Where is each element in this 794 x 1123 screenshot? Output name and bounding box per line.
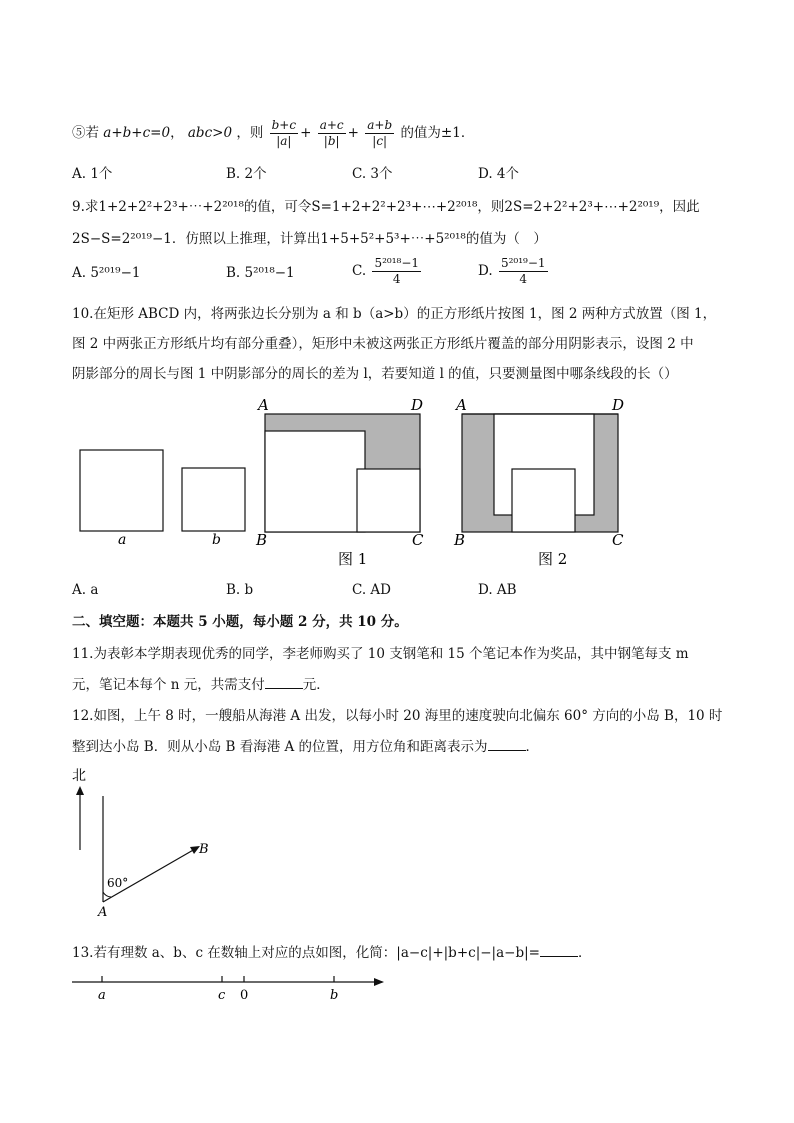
fig2-label-D: D xyxy=(612,396,625,414)
q9-option-d-numerator: 5²⁰¹⁹−1 xyxy=(500,256,546,270)
q11-line-2 xyxy=(72,674,330,695)
q13-text: 13.若有理数 a、b、c 在数轴上对应的点如图，化简：|a−c|+|b+c|−|a−b|= xyxy=(72,945,540,961)
condition-product: abc>0 xyxy=(187,125,233,141)
fraction-1-denominator: |a| xyxy=(276,134,292,148)
square-a xyxy=(80,450,163,531)
q11-line-2-text: 元，笔记本每个 n 元，共需支付 xyxy=(72,677,265,693)
q10-line-3: 阴影部分的周长与图 1 中阴影部分的周长的差为 l，若要知道 l 的值，只要测量图中哪条线段的长（） xyxy=(72,366,678,382)
q11-line-1: 11.为表彰本学期表现优秀的同学，李老师购买了 10 支钢笔和 15 个笔记本作为奖品，其中钢笔每支 m xyxy=(72,646,689,662)
fig1-label-D: D xyxy=(411,396,424,414)
label-b: b xyxy=(212,532,221,548)
q12-figure xyxy=(60,762,300,922)
q9-option-c-numerator: 5²⁰¹⁸−1 xyxy=(374,256,420,270)
figure-2 xyxy=(453,396,624,568)
label-a: a xyxy=(118,532,127,548)
condition-sum: a+b+c=0 xyxy=(103,125,171,141)
q10-line-1: 10.在矩形 ABCD 内，将两张边长分别为 a 和 b（a>b）的正方形纸片按图 1，图 2 两种方式放置（图 1， xyxy=(72,306,717,322)
q12-line-2-end: ． xyxy=(525,739,540,755)
q9-option-d-label: D. xyxy=(478,263,493,279)
q13-line xyxy=(72,942,591,963)
fig2-label-C: C xyxy=(612,531,624,549)
fig2-square-b xyxy=(512,469,575,532)
north-label: 北 xyxy=(72,768,86,784)
q11-answer-blank[interactable] xyxy=(265,674,303,689)
tick-label-a: a xyxy=(98,988,106,1003)
q11-line-2-end: 元． xyxy=(302,677,330,693)
q9-line-1: 9.求1+2+2²+2³+⋯+2²⁰¹⁸的值，可令S=1+2+2²+2³+⋯+2²⁰¹⁸，则2S=2+2²+2³+⋯+2²⁰¹⁹，因此 xyxy=(72,199,700,215)
q12-line-1: 12.如图，上午 8 时，一艘船从海港 A 出发，以每小时 20 海里的速度驶向北偏东 60° 方向的小岛 B，10 时 xyxy=(72,708,723,724)
point-A-label: A xyxy=(98,905,108,920)
angle-label: 60° xyxy=(107,876,129,890)
north-arrow-head xyxy=(76,786,84,795)
q9-option-d-denominator: 4 xyxy=(519,272,528,286)
angle-arc xyxy=(103,892,111,897)
q9-option-c-label: C. xyxy=(352,263,367,279)
fig1-label-A: A xyxy=(258,396,269,414)
q13-end: ． xyxy=(577,945,592,961)
q9-line-2: 2S−S=2²⁰¹⁹−1．仿照以上推理，计算出1+5+5²+5³+⋯+5²⁰¹⁸的值为（ ） xyxy=(72,231,547,247)
q8-option-b: B. 2个 xyxy=(226,166,267,182)
fig1-square-a xyxy=(265,431,365,532)
q8-option-d: D. 4个 xyxy=(478,166,520,182)
fraction-2 xyxy=(318,118,346,149)
q8-option-a: A. 1个 xyxy=(72,166,113,182)
axis-arrow xyxy=(374,978,384,986)
fig1-label-B: B xyxy=(256,531,268,549)
fraction-1-numerator: b+c xyxy=(271,118,297,132)
point-B-label: B xyxy=(199,842,209,857)
q10-option-d: D. AB xyxy=(478,582,517,598)
q9-option-c xyxy=(352,256,423,287)
statement-mid: ，则 xyxy=(236,125,264,141)
q10-option-a: A. a xyxy=(72,582,99,598)
fig1-label-C: C xyxy=(412,531,424,549)
fraction-3 xyxy=(365,118,394,149)
q12-line-2-text: 整到达小岛 B．则从小岛 B 看海港 A 的位置，用方位角和距离表示为 xyxy=(72,739,488,755)
fraction-3-numerator: a+b xyxy=(367,118,393,132)
q9-option-d-fraction xyxy=(499,256,548,287)
q9-option-c-denominator: 4 xyxy=(392,272,401,286)
fraction-3-denominator: |c| xyxy=(372,134,388,148)
tick-label-c: c xyxy=(218,988,226,1003)
fig2-label-B: B xyxy=(454,531,466,549)
fig1-square-b xyxy=(357,469,420,532)
q8-statement-5: ⑤若 a+b+c=0， abc>0 ，则 $\frac{b+c}{|a|}$ + $\frac{a+c}{|b|}$ + $\frac{a+b}{|c|}$ 的值为±1． xyxy=(72,118,475,148)
tick-label-b: b xyxy=(330,988,339,1003)
fig2-label-A: A xyxy=(456,396,467,414)
fraction-2-denominator: |b| xyxy=(323,134,340,148)
fraction-2-numerator: a+c xyxy=(319,118,344,132)
fraction-1 xyxy=(270,118,298,149)
q10-option-b: B. b xyxy=(226,582,254,598)
q12-line-2 xyxy=(72,736,539,757)
q10-figure xyxy=(0,394,794,574)
q9-option-b: B. 5²⁰¹⁸−1 xyxy=(226,265,295,281)
q10-line-2: 图 2 中两张正方形纸片均有部分重叠），矩形中未被这两张正方形纸片覆盖的部分用阴影表示，设图 2 中 xyxy=(72,336,694,352)
q13-number-line xyxy=(68,972,408,1012)
tick-label-zero: 0 xyxy=(240,988,249,1003)
fig1-caption: 图 1 xyxy=(338,550,368,568)
statement-suffix: 的值为±1． xyxy=(400,125,475,141)
q13-answer-blank[interactable] xyxy=(540,942,578,957)
section-heading: 二、填空题：本题共 5 小题，每小题 2 分，共 10 分。 xyxy=(72,614,408,630)
q9-option-c-fraction xyxy=(372,256,421,287)
q12-answer-blank[interactable] xyxy=(488,736,526,751)
square-b xyxy=(182,468,245,531)
q10-option-c: C. AD xyxy=(352,582,392,598)
figure-1 xyxy=(255,396,424,568)
q9-option-d xyxy=(478,256,550,287)
q8-option-c: C. 3个 xyxy=(352,166,393,182)
fig2-caption: 图 2 xyxy=(538,550,568,568)
q9-option-a: A. 5²⁰¹⁹−1 xyxy=(72,265,141,281)
statement-prefix: ⑤若 xyxy=(72,125,99,141)
